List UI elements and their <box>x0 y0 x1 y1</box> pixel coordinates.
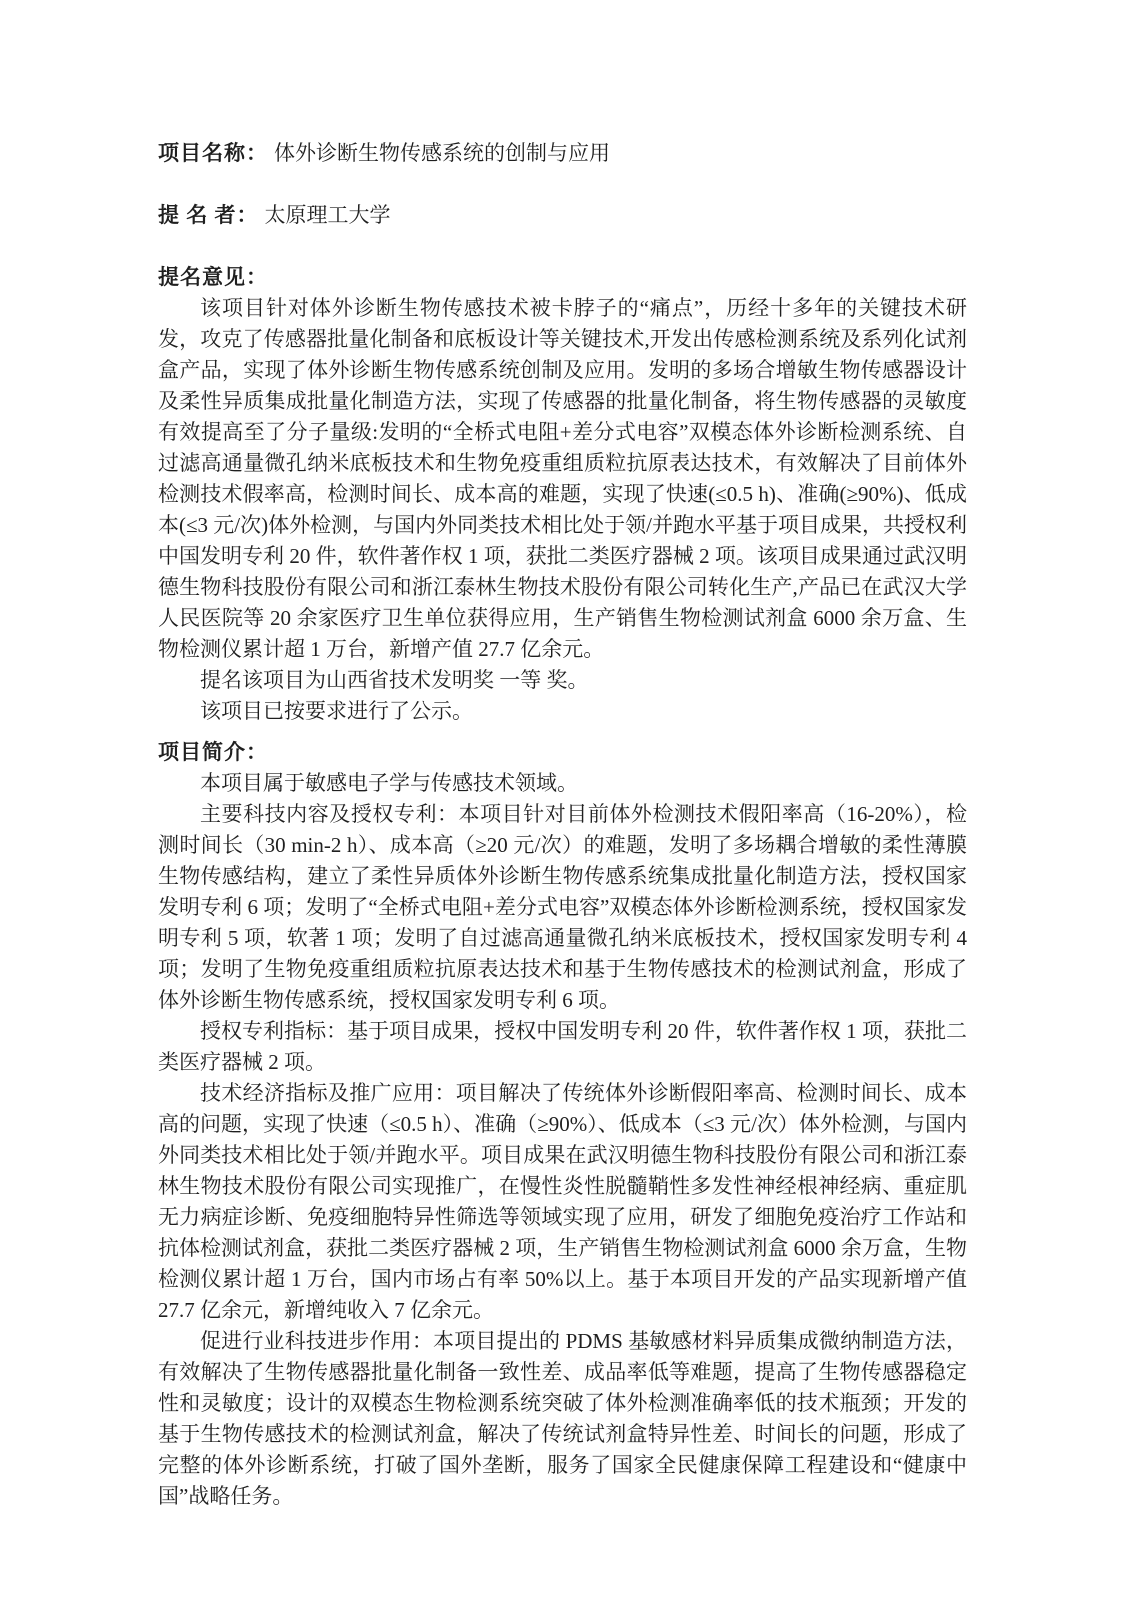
opinion-paragraph-main: 该项目针对体外诊断生物传感技术被卡脖子的“痛点”，历经十多年的关键技术研发，攻克了传感器批量化制备和底板设计等关键技术,开发出传感检测系统及系列化试剂盒产品，实现了体外诊断生物传感系统创制及应用。发明的多场合增敏生物传感器设计及柔性异质集成批量化制造方法，实现了传感器的批量化制备，将生物传感器的灵敏度有效提高至了分子量级:发明的“全桥式电阻+差分式电容”双模态体外诊断检测系统、自过滤高通量微孔纳米底板技术和生物免疫重组质粒抗原表达技术，有效解决了目前体外检测技术假率高，检测时间长、成本高的难题，实现了快速(≤0.5 h)、准确(≥90%)、低成本(≤3 元/次)体外检测，与国内外同类技术相比处于领/并跑水平基于项目成果，共授权利中国发明专利 20 件，软件著作权 1 项，获批二类医疗器械 2 项。该项目成果通过武汉明德生物科技股份有限公司和浙江泰林生物技术股份有限公司转化生产,产品已在武汉大学人民医院等 20 余家医疗卫生单位获得应用，生产销售生物检测试剂盒 6000 余万盒、生物检测仪累计超 1 万台，新增产值 27.7 亿余元。 <box>158 296 967 661</box>
opinion-heading: 提名意见： <box>158 265 268 289</box>
opinion-paragraph-publicity: 该项目已按要求进行了公示。 <box>200 699 473 723</box>
intro-paragraph-field: 本项目属于敏感电子学与传感技术领域。 <box>200 771 578 795</box>
opinion-paragraph-award: 提名该项目为山西省技术发明奖 一等 奖。 <box>200 668 589 692</box>
nominator-row <box>158 200 967 231</box>
nominator-value: 太原理工大学 <box>264 203 391 227</box>
project-name-label: 项目名称： <box>158 141 268 165</box>
project-name-row <box>158 138 967 169</box>
project-name-value: 体外诊断生物传感系统的创制与应用 <box>274 141 610 165</box>
intro-paragraph-industry-progress: 促进行业科技进步作用：本项目提出的 PDMS 基敏感材料异质集成微纳制造方法，有效解决了生物传感器批量化制备一致性差、成品率低等难题，提高了生物传感器稳定性和灵敏度；设计的双模态生物检测系统突破了体外检测准确率低的技术瓶颈；开发的基于生物传感技术的检测试剂盒，解决了传统试剂盒特异性差、时间长的问题，形成了完整的体外诊断系统，打破了国外垄断，服务了国家全民健康保障工程建设和“健康中国”战略任务。 <box>158 1329 967 1508</box>
intro-paragraph-content-patents: 主要科技内容及授权专利：本项目针对目前体外检测技术假阳率高（16-20%），检测时间长（30 min-2 h）、成本高（≥20 元/次）的难题，发明了多场耦合增敏的柔性薄膜生物传感结构，建立了柔性异质体外诊断生物传感系统集成批量化制造方法，授权国家发明专利 6 项；发明了“全桥式电阻+差分式电容”双模态体外诊断检测系统，授权国家发明专利 5 项，软著 1 项；发明了自过滤高通量微孔纳米底板技术，授权国家发明专利 4 项；发明了生物免疫重组质粒抗原表达技术和基于生物传感技术的检测试剂盒，形成了体外诊断生物传感系统，授权国家发明专利 6 项。 <box>158 802 967 1012</box>
nominator-label: 提 名 者： <box>158 203 259 227</box>
intro-paragraph-patent-metrics: 授权专利指标：基于项目成果，授权中国发明专利 20 件，软件著作权 1 项，获批二类医疗器械 2 项。 <box>158 1019 967 1074</box>
intro-heading: 项目简介： <box>158 740 268 764</box>
intro-paragraph-economic-metrics: 技术经济指标及推广应用：项目解决了传统体外诊断假阳率高、检测时间长、成本高的问题，实现了快速（≤0.5 h）、准确（≥90%）、低成本（≤3 元/次）体外检测，与国内外同类技术相比处于领/并跑水平。项目成果在武汉明德生物科技股份有限公司和浙江泰林生物技术股份有限公司实现推广，在慢性炎性脱髓鞘性多发性神经根神经病、重症肌无力病症诊断、免疫细胞特异性筛选等领域实现了应用，研发了细胞免疫治疗工作站和抗体检测试剂盒，获批二类医疗器械 2 项，生产销售生物检测试剂盒 6000 余万盒，生物检测仪累计超 1 万台，国内市场占有率 50%以上。基于本项目开发的产品实现新增产值 27.7 亿余元，新增纯收入 7 亿余元。 <box>158 1081 967 1322</box>
